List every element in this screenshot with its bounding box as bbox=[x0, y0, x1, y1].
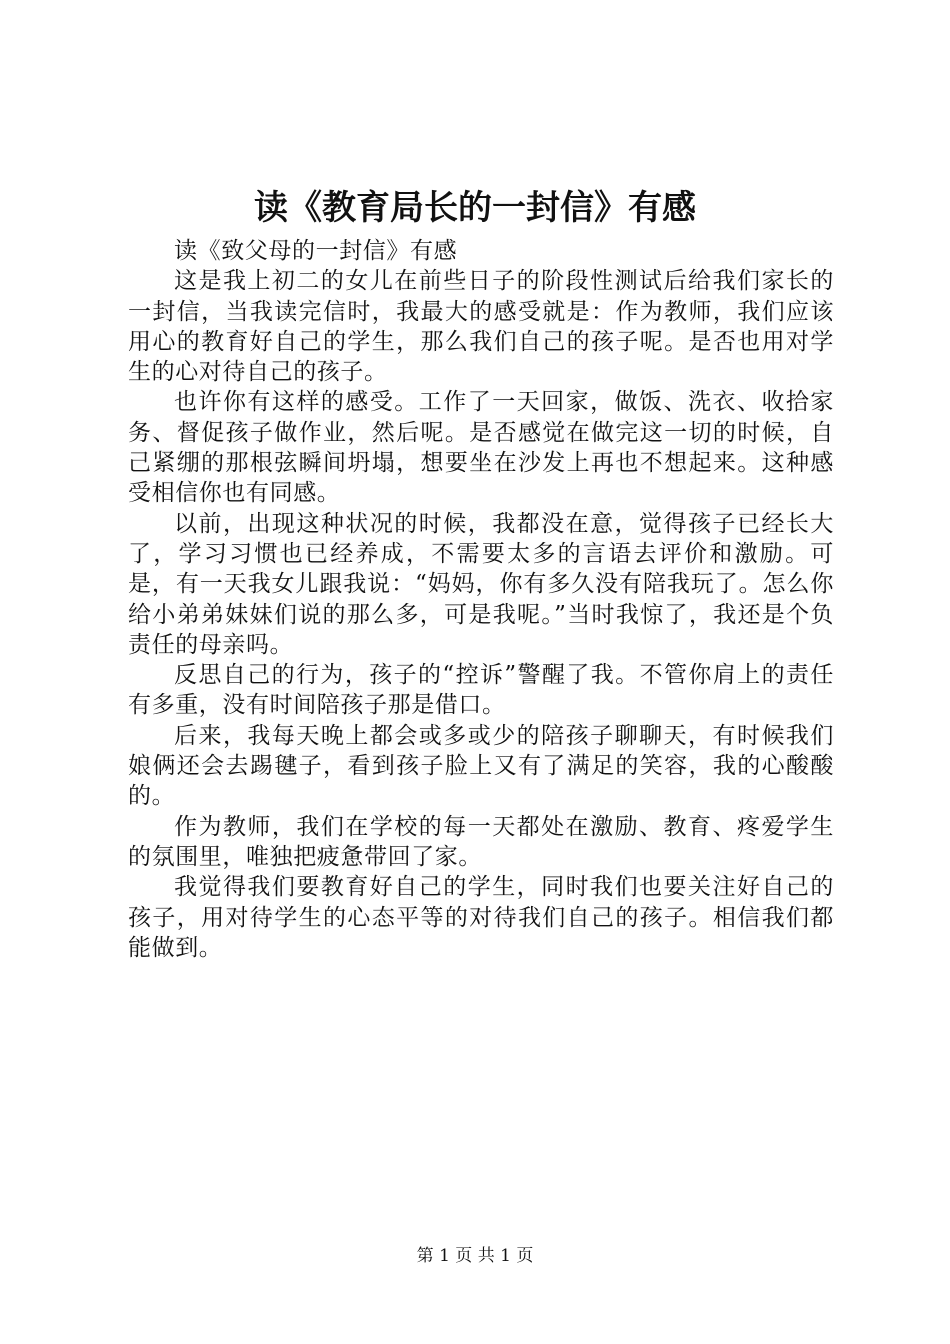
paragraph-5: 后来，我每天晚上都会或多或少的陪孩子聊聊天，有时候我们娘俩还会去踢毽子，看到孩子脸上又有了满足的笑容，我的心酸酸的。 bbox=[128, 722, 834, 810]
page-footer: 第 1 页 共 1 页 bbox=[416, 1246, 534, 1266]
paragraph-subtitle: 读《致父母的一封信》有感 bbox=[174, 238, 458, 264]
document-body bbox=[128, 236, 834, 963]
paragraph-3: 以前，出现这种状况的时候，我都没在意，觉得孩子已经长大了，学习习惯也已经养成，不需要太多的言语去评价和激励。可是，有一天我女儿跟我说：“妈妈，你有多久没有陪我玩了。怎么你给小弟弟妹妹们说的那么多，可是我呢。”当时我惊了，我还是个负责任的母亲吗。 bbox=[128, 510, 834, 658]
document-title: 读《教育局长的一封信》有感 bbox=[254, 188, 696, 228]
paragraph-1: 这是我上初二的女儿在前些日子的阶段性测试后给我们家长的一封信，当我读完信时，我最大的感受就是：作为教师，我们应该用心的教育好自己的学生，那么我们自己的孩子呢。是否也用对学生的心对待自己的孩子。 bbox=[128, 268, 834, 386]
paragraph-7: 我觉得我们要教育好自己的学生，同时我们也要关注好自己的孩子，用对待学生的心态平等的对待我们自己的孩子。相信我们都能做到。 bbox=[128, 874, 834, 961]
paragraph-4: 反思自己的行为，孩子的“控诉”警醒了我。不管你肩上的责任有多重，没有时间陪孩子那是借口。 bbox=[128, 662, 834, 719]
paragraph-6: 作为教师，我们在学校的每一天都处在激励、教育、疼爱学生的氛围里，唯独把疲惫带回了家。 bbox=[128, 813, 834, 870]
paragraph-2: 也许你有这样的感受。工作了一天回家，做饭、洗衣、收拾家务、督促孩子做作业，然后呢。是否感觉在做完这一切的时候，自己紧绷的那根弦瞬间坍塌，想要坐在沙发上再也不想起来。这种感受相信你也有同感。 bbox=[128, 389, 834, 507]
